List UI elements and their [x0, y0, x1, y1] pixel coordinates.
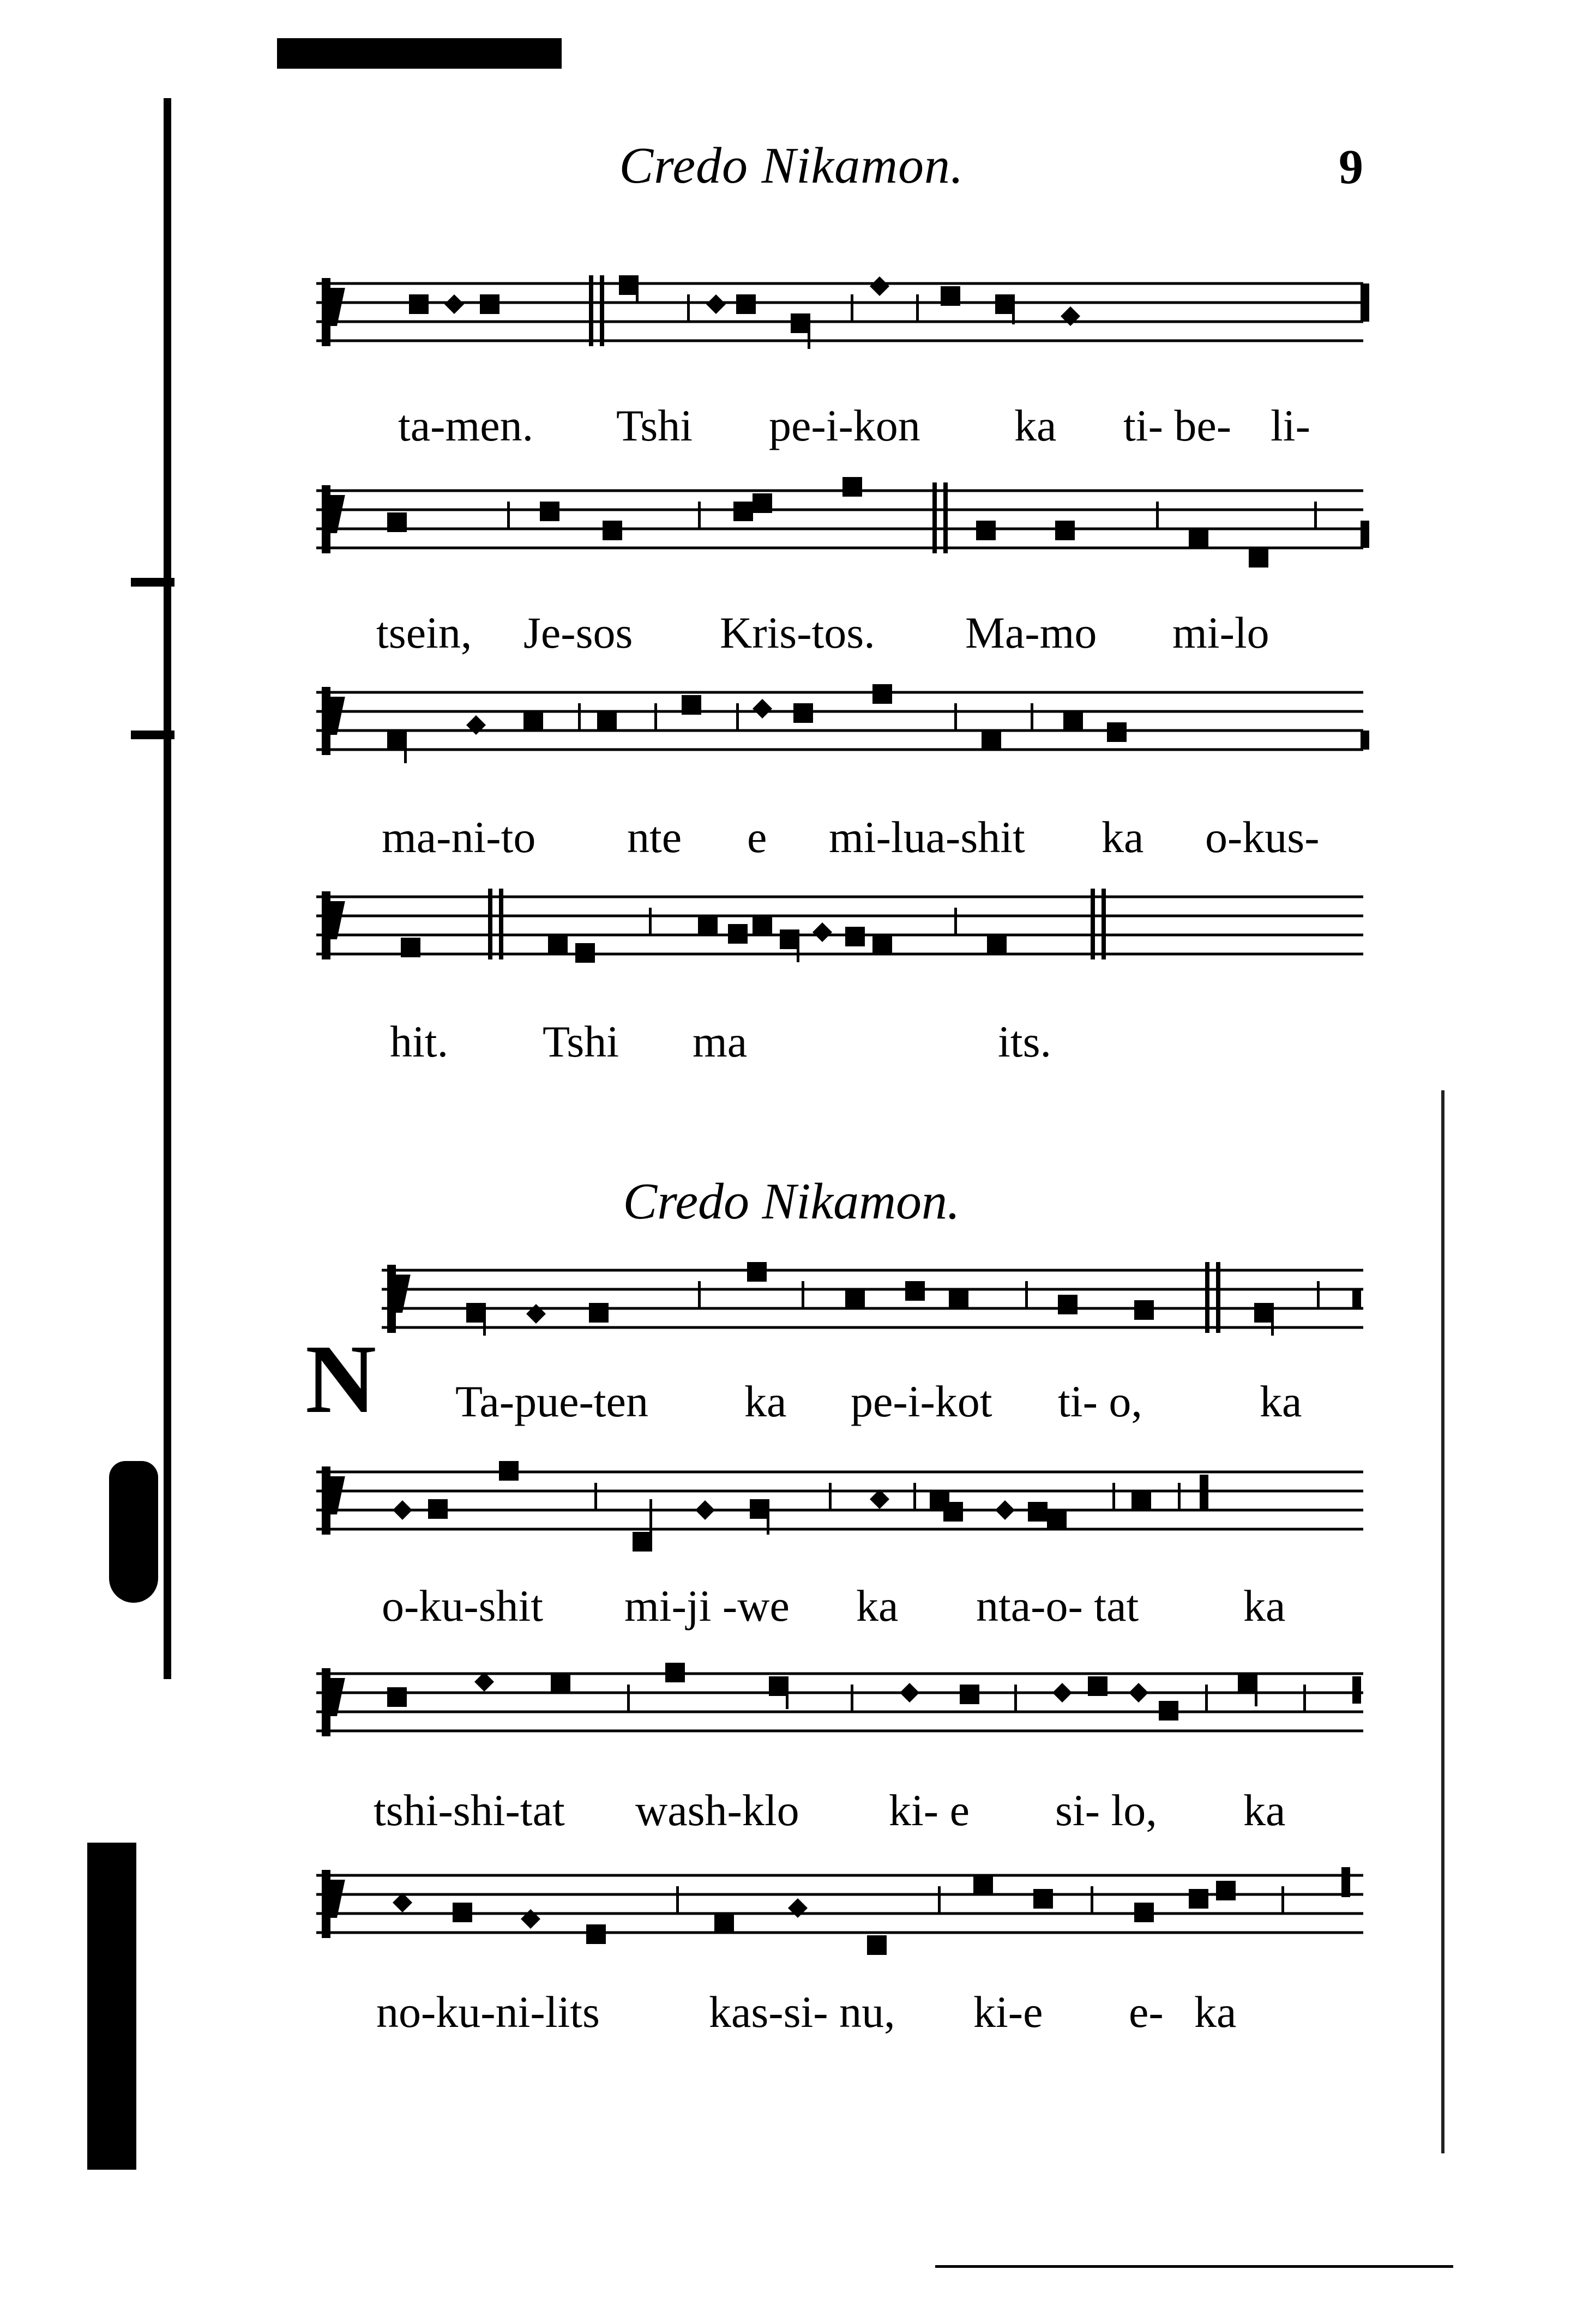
- lyric-syllable: ka: [1260, 1377, 1302, 1426]
- spine-edge: [164, 98, 171, 1679]
- lyric-syllable: ti- o,: [1058, 1377, 1142, 1426]
- running-title: Credo Nikamon.: [619, 137, 964, 194]
- lyric-syllable: ka: [1014, 401, 1057, 450]
- lyric-syllable: its.: [998, 1017, 1051, 1066]
- staff-system-8: [305, 1854, 1374, 1979]
- lyric-syllable: Je-sos: [523, 608, 633, 657]
- staff-system-5: [371, 1248, 1374, 1374]
- staff-system-3: [305, 671, 1374, 796]
- lyric-syllable: ki-e: [973, 1987, 1043, 2037]
- lyric-syllable: nta-o- tat: [976, 1581, 1139, 1631]
- lyric-syllable: ka: [1102, 812, 1144, 862]
- lyric-syllable: kas-si- nu,: [709, 1987, 895, 2037]
- bottom-edge-rule: [935, 2265, 1453, 2268]
- lyric-syllable: Tshi: [616, 401, 693, 450]
- lyric-syllable: pe-i-kon: [769, 401, 920, 450]
- lyric-syllable: tshi-shi-tat: [374, 1785, 565, 1835]
- lyric-syllable: Kris-tos.: [720, 608, 875, 657]
- staff-system-4: [305, 875, 1374, 1000]
- lyric-syllable: ka: [1194, 1987, 1237, 2037]
- lyric-syllable: ti- be-: [1123, 401, 1232, 450]
- spine-clasp: [131, 731, 174, 739]
- lyric-syllable: o-kus-: [1205, 812, 1320, 862]
- lyric-syllable: e-: [1129, 1987, 1164, 2037]
- lyric-syllable: mi-ji -we: [624, 1581, 790, 1631]
- lyric-syllable: ta-men.: [398, 401, 534, 450]
- lyric-syllable: nte: [627, 812, 682, 862]
- lyric-syllable: ma-ni-to: [382, 812, 536, 862]
- lyric-syllable: li-: [1271, 401, 1310, 450]
- lyric-syllable: tsein,: [376, 608, 472, 657]
- staff-system-1: [305, 262, 1374, 387]
- staff-system-2: [305, 469, 1374, 594]
- lyric-syllable: ki- e: [889, 1785, 970, 1835]
- lyric-syllable: hit.: [390, 1017, 449, 1066]
- spine-tear: [87, 1843, 136, 2170]
- lyric-syllable: ma: [693, 1017, 748, 1066]
- lyric-syllable: mi-lo: [1172, 608, 1269, 657]
- drop-cap-initial: N: [305, 1325, 376, 1433]
- binding-mark: [277, 38, 562, 69]
- lyric-syllable: mi-lua-shit: [829, 812, 1025, 862]
- lyric-syllable: Tshi: [543, 1017, 619, 1066]
- lyric-syllable: si- lo,: [1055, 1785, 1157, 1835]
- right-edge-rule: [1441, 1090, 1444, 2153]
- lyric-syllable: no-ku-ni-lits: [376, 1987, 600, 2037]
- lyric-syllable: ka: [856, 1581, 899, 1631]
- lyric-syllable: ka: [744, 1377, 787, 1426]
- lyric-syllable: e: [747, 812, 767, 862]
- page-number: 9: [1339, 140, 1363, 194]
- lyric-syllable: Ta-pue-ten: [455, 1377, 648, 1426]
- lyric-syllable: ka: [1243, 1581, 1286, 1631]
- lyric-syllable: ka: [1243, 1785, 1286, 1835]
- lyric-syllable: o-ku-shit: [382, 1581, 544, 1631]
- lyric-syllable: Ma-mo: [965, 608, 1097, 657]
- staff-system-7: [305, 1652, 1374, 1777]
- spine-clasp: [131, 578, 174, 587]
- section-title: Credo Nikamon.: [623, 1173, 960, 1230]
- staff-system-6: [305, 1450, 1374, 1576]
- lyric-syllable: pe-i-kot: [851, 1377, 992, 1426]
- lyric-syllable: wash-klo: [635, 1785, 799, 1835]
- spine-ornament: [109, 1461, 158, 1603]
